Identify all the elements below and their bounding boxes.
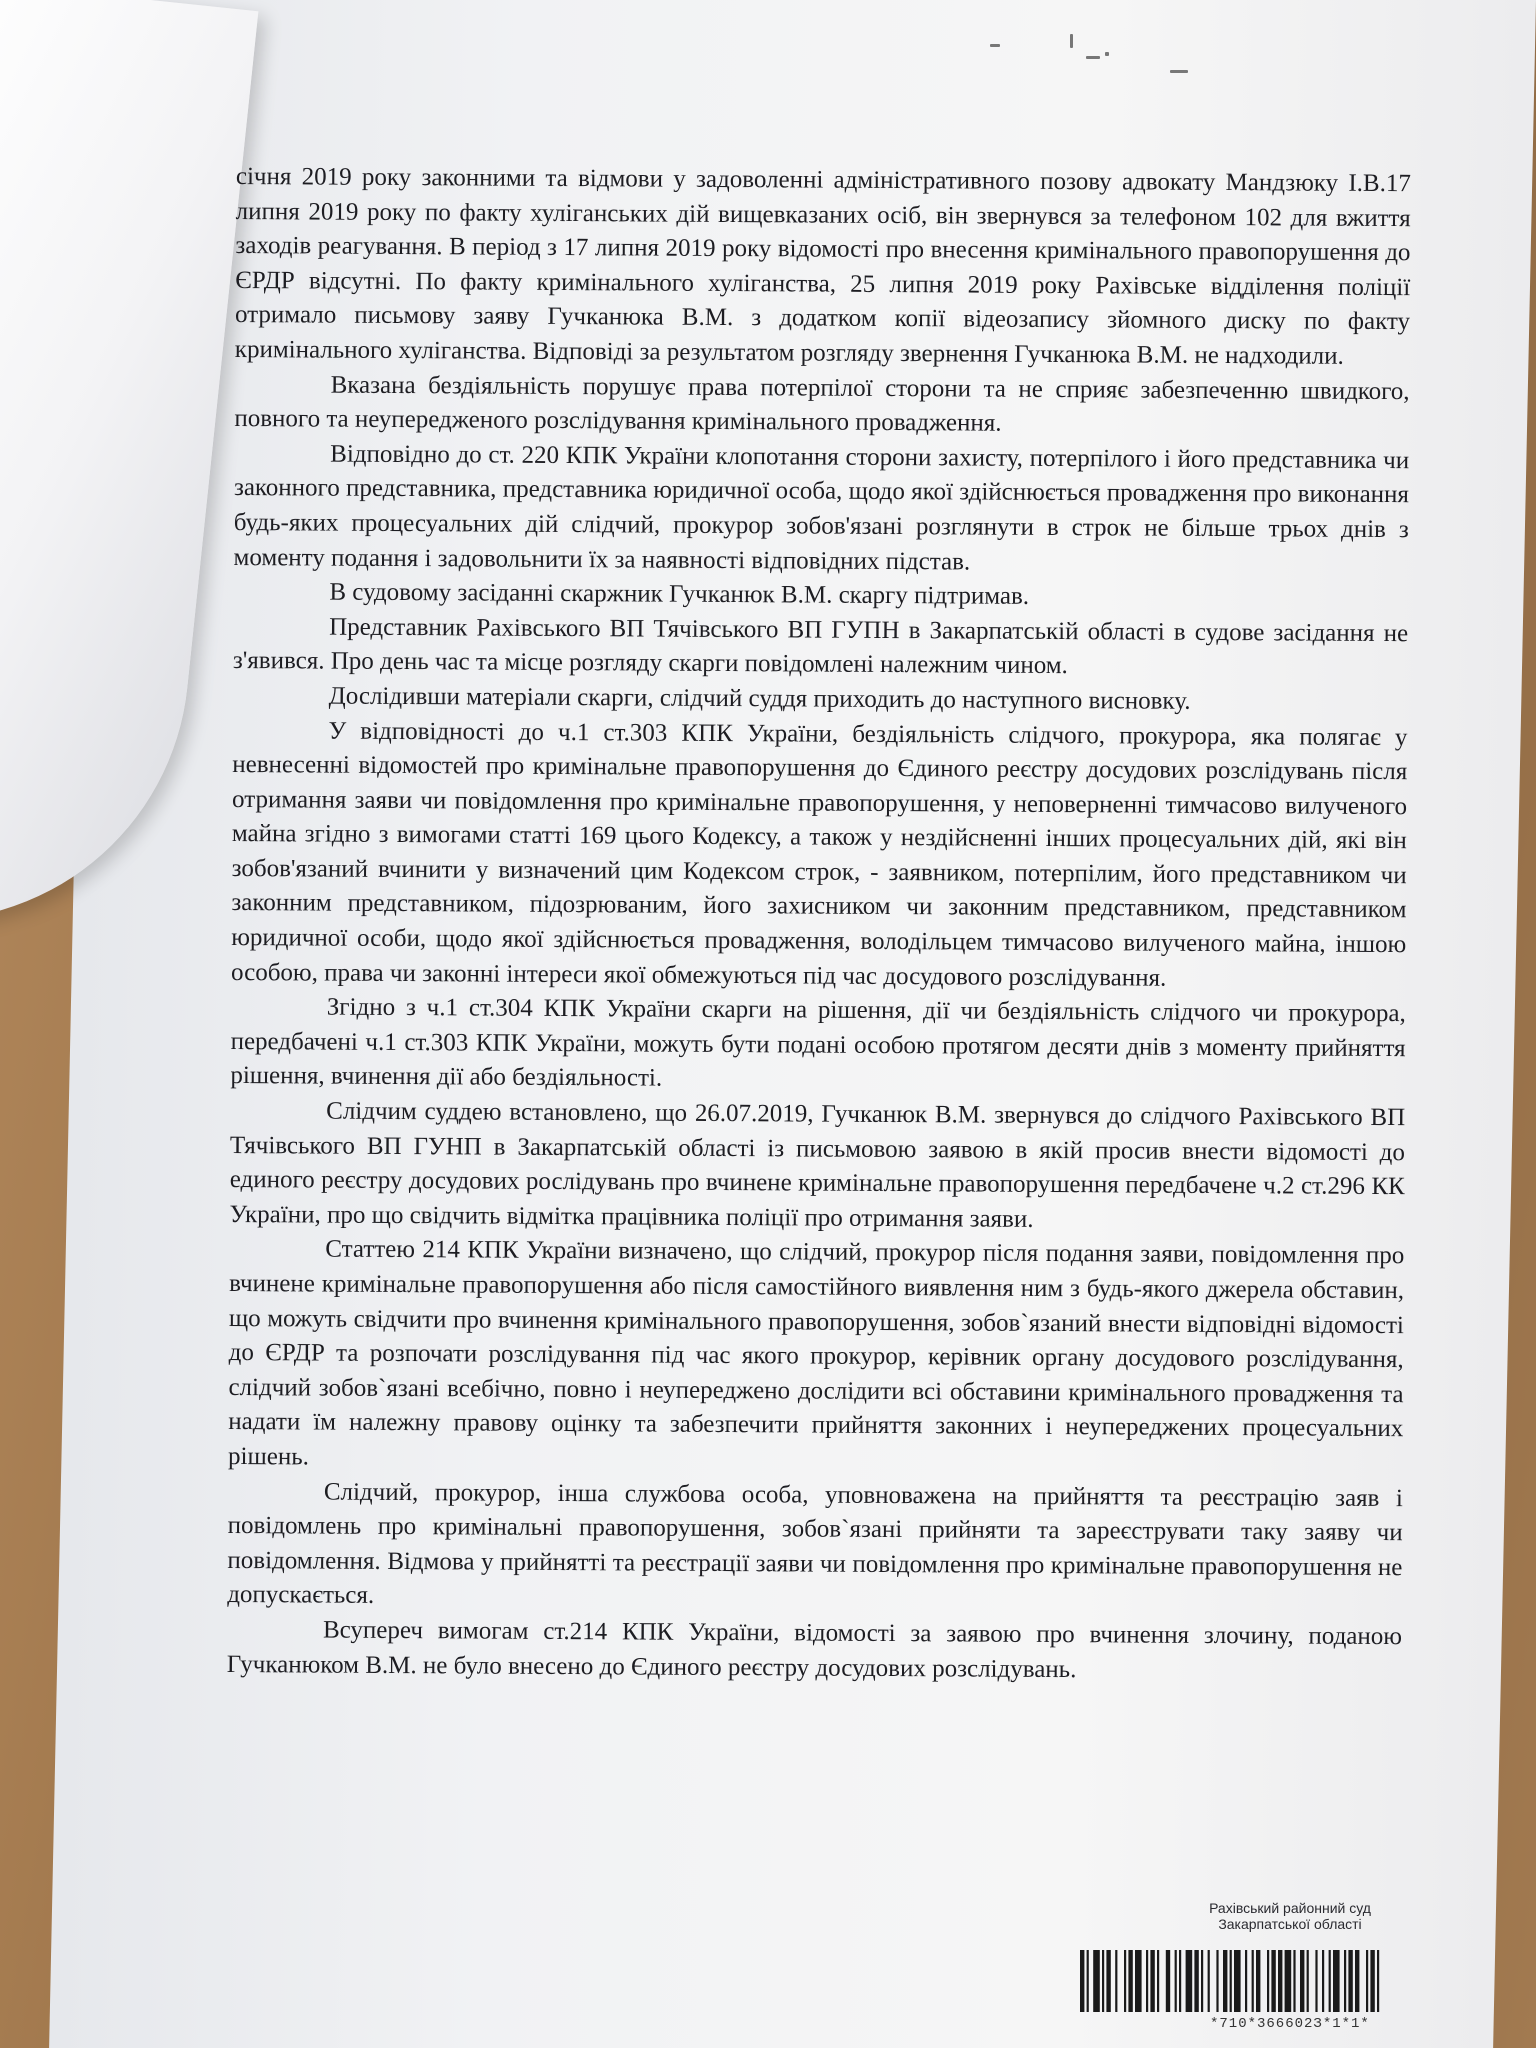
barcode-bar xyxy=(1322,1950,1324,2012)
paragraph: Вказана бездіяльність порушує права потерпілої сторони та не сприяє забезпеченню швидкого, повного та неупередженого розслідування кримінального провадження. xyxy=(234,371,1410,437)
barcode-bar xyxy=(1186,1950,1193,2012)
barcode-bar xyxy=(1329,1950,1331,2012)
barcode-bar xyxy=(1278,1950,1282,2012)
paragraph: Всупереч вимогам ст.214 КПК України, відомості за заявою про вчинення злочину, поданою Гучканюком В.М. не було внесено до Єдиного реєстру досудових розслідувань. xyxy=(226,1616,1403,1683)
barcode-bar xyxy=(1157,1950,1159,2012)
barcode-bar xyxy=(1194,1950,1198,2012)
stamp-court-name: Рахівський районний суд xyxy=(1209,1900,1371,1916)
paragraph: Статтею 214 КПК України визначено, що слідчий, прокурор після подання заяви, повідомлення про вчинене кримінальне правопорушення або після самостійного виявлення ним з будь-якого джерела обставин, що можуть свідчити про вчинення кримінального правопорушення, зобов`язаний внести відповідні відомості до ЄРДР та розпочати розслідування під час якого прокурор, керівник органу досудового розслідування, слідчий зобов`язані всебічно, повно і неупереджено дослідити всі обставини кримінального провадження та надати їм належну правову оцінку та забезпечити прийняття законних і неупереджених процесуальних рішень. xyxy=(227,1235,1405,1471)
barcode-bar xyxy=(1230,1950,1232,2012)
paragraph: Слідчий, прокурор, інша службова особа, уповноважена на прийняття та реєстрацію заяв і повідомлень про кримінальні правопорушення, зобов`язані прийняти та зареєструвати таку заяву чи повідомлення. Відмова у прийнятті та реєстрації заяви чи повідомлення про кримінальне правопорушення не допускається. xyxy=(227,1478,1403,1610)
barcode-bar xyxy=(1271,1950,1275,2012)
barcode-bar xyxy=(1315,1950,1317,2012)
paragraph: В судовому засіданні скаржник Гучканюк В.М. скаргу підтримав. xyxy=(329,578,1030,610)
barcode xyxy=(1080,1950,1490,2012)
barcode-bar xyxy=(1348,1950,1352,2012)
barcode-bar xyxy=(1285,1950,1292,2012)
barcode-bar xyxy=(1252,1950,1254,2012)
paragraph: Відповідно до ст. 220 КПК України клопотання сторони захисту, потерпілого і його представника чи законного представника, представника юридичної особа, щодо якої здійснюється провадження про виконання будь-яких процесуальних дій слідчий, прокурор зобов'язані розглянути в строк не більше трьох днів з моменту подання і задовольнити їх за наявності відповідних підстав. xyxy=(233,440,1410,576)
barcode-bar xyxy=(1146,1950,1148,2012)
barcode-bar xyxy=(1344,1950,1346,2012)
barcode-bar xyxy=(1355,1950,1359,2012)
barcode-bar xyxy=(1208,1950,1210,2012)
barcode-bar xyxy=(1080,1950,1084,2012)
barcode-bar xyxy=(1300,1950,1304,2012)
barcode-bar xyxy=(1256,1950,1260,2012)
barcode-bar xyxy=(1293,1950,1295,2012)
barcode-bar xyxy=(1267,1950,1269,2012)
barcode-bar xyxy=(1223,1950,1227,2012)
paragraph: Слідчим суддею встановлено, що 26.07.2019, Гучканюк В.М. звернувся до слідчого Рахівського ВП Тячівського ВП ГУНП в Закарпатській області із письмовою заявою в якій просив внести відомості до единого реєстру досудових рослідувань про вчинене кримінальне правопорушення передбачене ч.2 ст.296 КК України, про що свідчить відмітка працівника поліції про отримання заяви. xyxy=(229,1097,1406,1233)
barcode-bar xyxy=(1201,1950,1203,2012)
barcode-bar xyxy=(1124,1950,1126,2012)
barcode-bar xyxy=(1370,1950,1374,2012)
barcode-bar xyxy=(1366,1950,1368,2012)
stamp-region: Закарпатської області xyxy=(1218,1916,1362,1932)
paragraph: Дослідивши матеріали скарги, слідчий суддя приходить до наступного висновку. xyxy=(328,682,1191,715)
barcode-number: *710*366602З*1*1* xyxy=(1210,2016,1370,2032)
paragraph: Згідно з ч.1 ст.304 КПК України скарги на рішення, дії чи бездіяльність слідчого чи прокурора, передбачені ч.1 ст.303 КПК України, можуть бути подані особою протягом десяти днів з моменту прийняття рішення, вчинення дії або бездіяльності. xyxy=(230,993,1406,1093)
barcode-bar xyxy=(1377,1950,1379,2012)
barcode-bar xyxy=(1245,1950,1247,2012)
paragraph: У відповідності до ч.1 ст.303 КПК України, бездіяльність слідчого, прокурора, яка полягає у невнесенні відомостей про кримінальне правопорушення до Єдиного реєстру досудових розслідувань після отримання заяви чи повідомлення про кримінальне правопорушення, у неповерненні тимчасово вилученого майна згідно з вимогами статті 169 цього Кодексу, а також у нездійсненні інших процесуальних дій, які він зобов'язаний вчинити у визначений цим Кодексом строк, - заявником, потерпілим, його представником чи законним представником, підозрюваним, його захисником чи законним представником, представником юридичної особи, щодо якої здійснюється провадження, володільцем тимчасово вилученого майна, іншою особою, права чи законні інтереси якої обмежуються під час досудового розслідування. xyxy=(230,717,1408,992)
barcode-bar xyxy=(1102,1950,1104,2012)
barcode-bar xyxy=(1115,1950,1117,2012)
barcode-bar xyxy=(1216,1950,1218,2012)
barcode-bar xyxy=(1307,1950,1309,2012)
barcode-bar xyxy=(1166,1950,1170,2012)
barcode-bar xyxy=(1135,1950,1142,2012)
print-smudges xyxy=(990,30,1250,90)
court-stamp xyxy=(1180,1900,1400,1932)
paragraph: Представник Рахівського ВП Тячівського ВП ГУПН в Закарпатській області в судове засідання не з'явився. Про день час та місце розгляду скарги повідомлені належним чином. xyxy=(232,613,1409,680)
barcode-bar xyxy=(1150,1950,1154,2012)
barcode-bar xyxy=(1179,1950,1181,2012)
barcode-bar xyxy=(1234,1950,1241,2012)
paragraph: січня 2019 року законними та відмови у задоволенні адміністративного позову адвокату Мандзюку І.В.17 липня 2019 року по факту хуліганських дій вищевказаних осіб, він звернувся за телефоном 102 для вжиття заходів реагування. В період з 17 липня 2019 року відомості про внесення кримінального правопорушення до ЄРДР відсутні. По факту кримінального хуліганства, 25 липня 2019 року Рахівське відділення поліції отримало письмову заяву Гучканюка В.М. з додатком копії відеозапису зйомного диску по факту кримінального хуліганства. Відповіді за результатом розгляду звернення Гучканюка В.М. не надходили. xyxy=(234,162,1411,370)
barcode-bar xyxy=(1128,1950,1132,2012)
barcode-bar xyxy=(1106,1950,1110,2012)
barcode-bar xyxy=(1087,1950,1089,2012)
document-body xyxy=(227,160,1411,1689)
barcode-bar xyxy=(1093,1950,1100,2012)
barcode-bar xyxy=(1333,1950,1340,2012)
barcode-bar xyxy=(1175,1950,1177,2012)
